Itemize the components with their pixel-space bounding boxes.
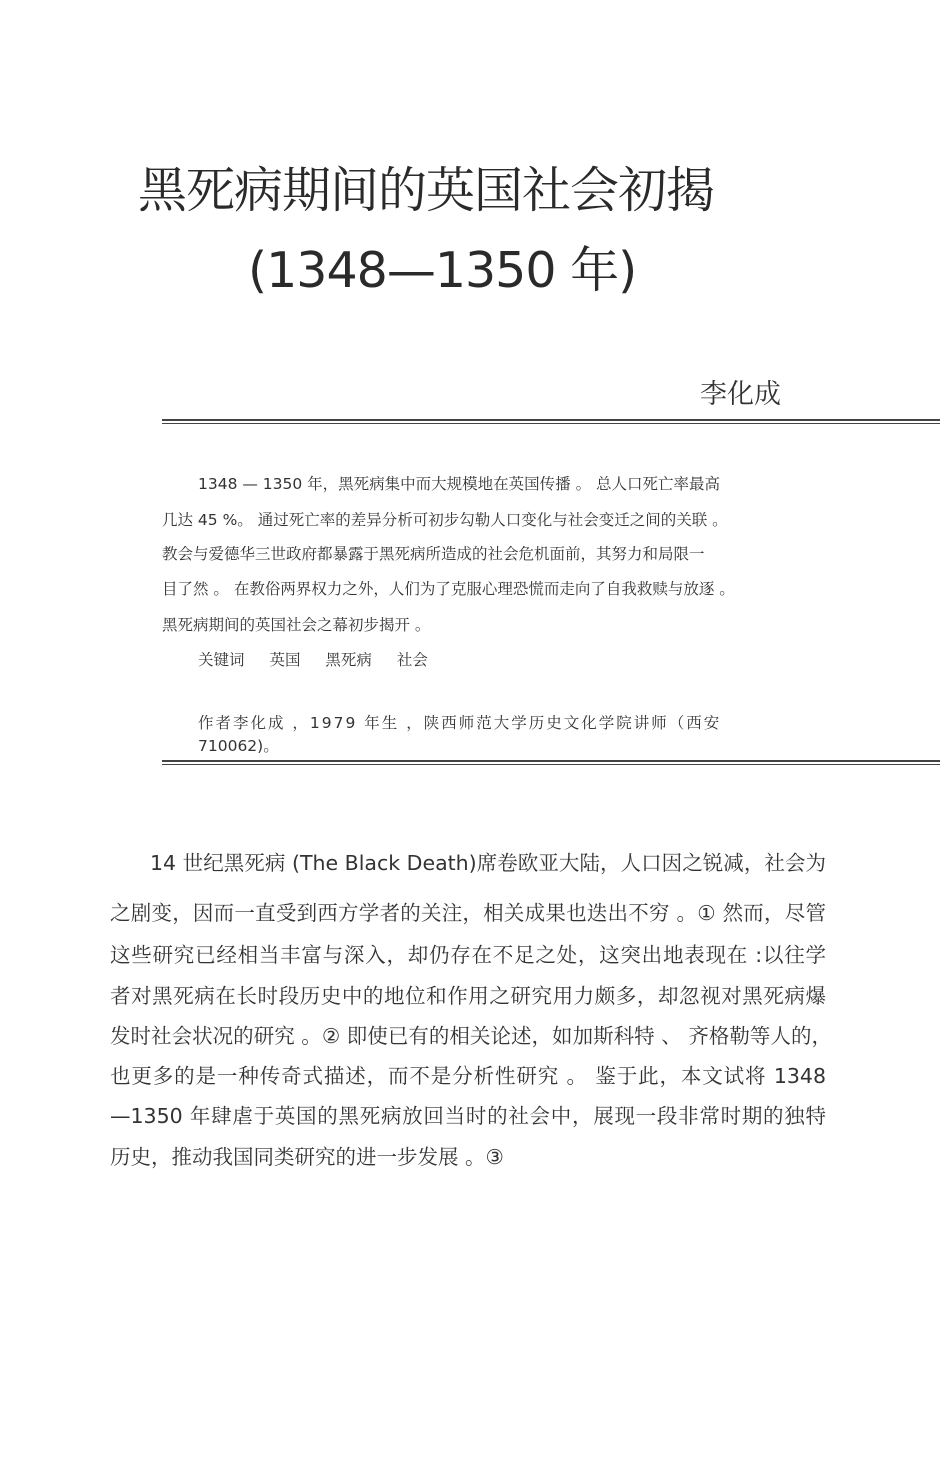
keyword: 社会	[396, 651, 428, 669]
abstract-line: 黑死病期间的英国社会之幕初步揭开 。	[162, 616, 431, 634]
author-note-line: 作者李化成 ，1979 年生 ，陕西师范大学历史文化学院讲师（西安	[198, 714, 722, 732]
body-line: 这些研究已经相当丰富与深入，却仍存在不足之处，这突出地表现在 :以往学	[110, 943, 826, 967]
abstract-line: 教会与爱德华三世政府都暴露于黑死病所造成的社会危机面前，其努力和局限一	[162, 545, 705, 563]
abstract-line: 1348 — 1350 年，黑死病集中而大规模地在英国传播 。 总人口死亡率最高	[198, 475, 721, 493]
keyword: 英国	[269, 651, 301, 669]
abstract-line: 目了然 。 在教俗两界权力之外，人们为了克服心理恐慌而走向了自我救赎与放逐 。	[162, 580, 735, 598]
title-line-2: (1348—1350 年)	[248, 242, 637, 299]
body-line: 历史，推动我国同类研究的进一步发展 。③	[110, 1145, 504, 1169]
body-line: 14 世纪黑死病 (The Black Death)席卷欧亚大陆，人口因之锐减，社会为	[150, 851, 826, 875]
body-line: 发时社会状况的研究 。② 即使已有的相关论述，如加斯科特 、 齐格勒等人的，	[110, 1024, 832, 1048]
body-line: 之剧变，因而一直受到西方学者的关注，相关成果也迭出不穷 。① 然而，尽管	[110, 901, 826, 925]
author-name: 李化成	[700, 379, 781, 410]
body-line: —1350 年肆虐于英国的黑死病放回当时的社会中，展现一段非常时期的独特	[110, 1104, 826, 1128]
body-line: 也更多的是一种传奇式描述，而不是分析性研究 。 鉴于此，本文试将 1348	[110, 1064, 826, 1088]
keywords-row	[198, 650, 428, 670]
bottom-divider	[162, 760, 940, 765]
author-note-line: 710062)。	[198, 737, 279, 755]
top-divider	[162, 419, 940, 424]
body-line: 者对黑死病在长时段历史中的地位和作用之研究用力颇多，却忽视对黑死病爆	[110, 984, 826, 1008]
title-line-1: 黑死病期间的英国社会初揭	[138, 162, 715, 219]
keyword: 黑死病	[325, 651, 372, 669]
keywords-label: 关键词	[198, 651, 245, 669]
abstract-line: 几达 45 %。 通过死亡率的差异分析可初步勾勒人口变化与社会变迁之间的关联 。	[162, 511, 728, 529]
